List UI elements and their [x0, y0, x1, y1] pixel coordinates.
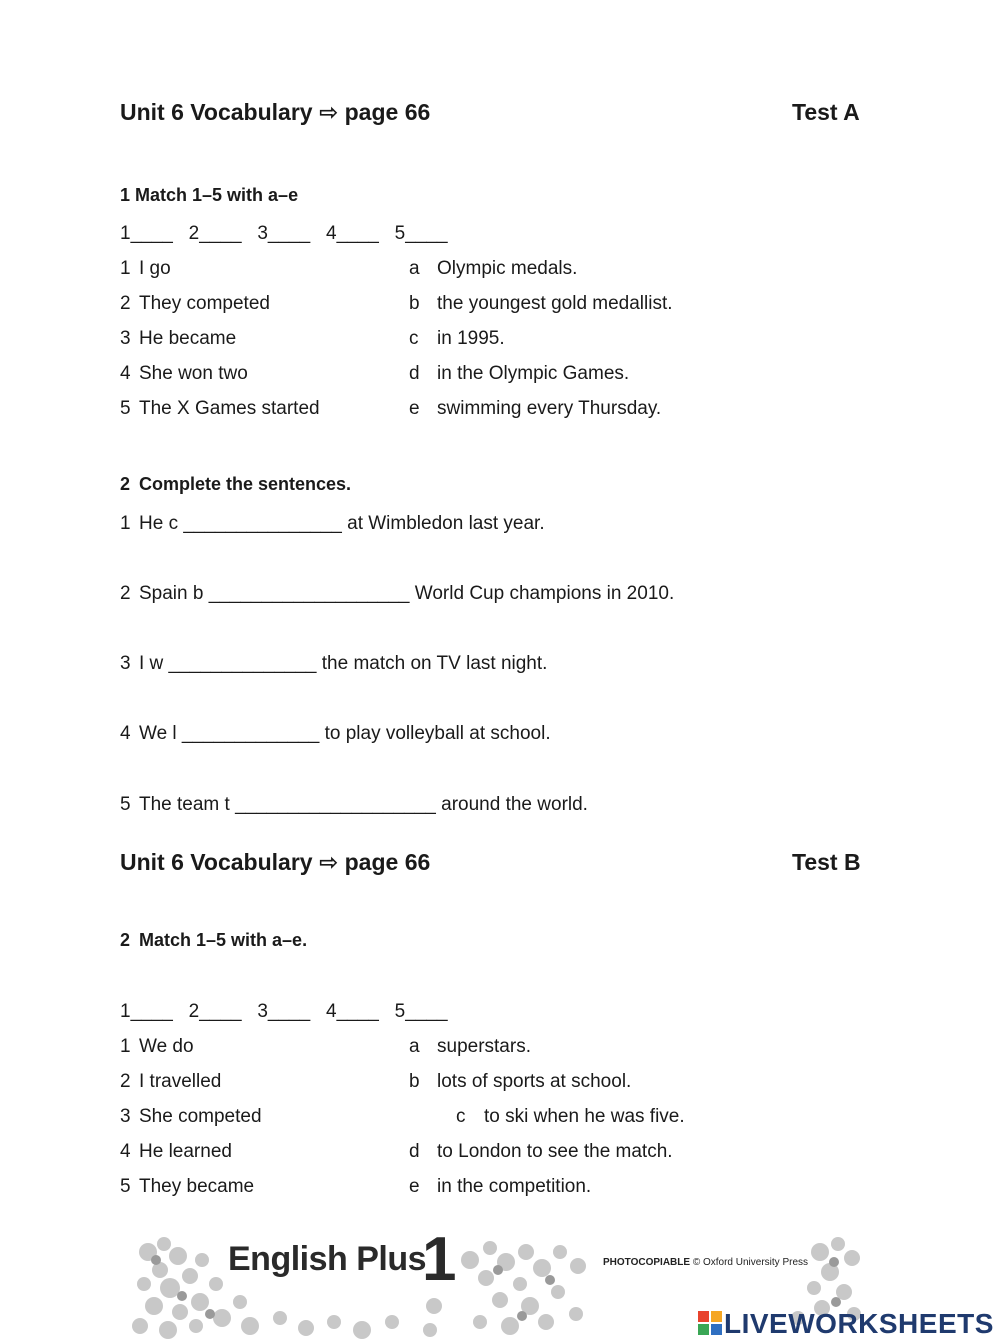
test-b-left-item: 2 I travelled: [120, 1071, 222, 1092]
test-b-answer-blanks: 1____ 2____ 3____ 4____ 5____: [120, 1001, 448, 1022]
test-a-sentence: 4 We l _____________ to play volleyball at school.: [120, 723, 551, 744]
test-a-left-item: 2 They competed: [120, 293, 270, 314]
test-a-left-item: 3 He became: [120, 328, 237, 349]
test-a-exercise-2-heading: 2 Complete the sentences.: [120, 474, 352, 494]
test-a-label: Test A: [792, 99, 860, 125]
test-b-left-item: 5 They became: [120, 1176, 255, 1197]
test-a-answer-blanks: 1____ 2____ 3____ 4____ 5____: [120, 223, 448, 244]
test-b-right-item: e in the competition.: [409, 1176, 592, 1197]
test-a-sentence: 2 Spain b ___________________ World Cup champions in 2010.: [120, 583, 675, 604]
test-a-left-item: 4 She won two: [120, 363, 248, 384]
test-a-title: Unit 6 Vocabulary ⇨ page 66: [120, 99, 431, 125]
liveworksheets-logo-icon: [698, 1311, 722, 1335]
test-b-title: Unit 6 Vocabulary ⇨ page 66: [120, 849, 431, 875]
test-a-sentence: 3 I w ______________ the match on TV last night.: [120, 653, 548, 674]
test-b-right-item: a superstars.: [409, 1036, 531, 1057]
english-plus-level: 1: [422, 1225, 457, 1294]
liveworksheets-watermark: LIVEWORKSHEETS: [698, 1308, 994, 1340]
test-b-left-item: 3 She competed: [120, 1106, 262, 1127]
test-b-right-item: b lots of sports at school.: [409, 1071, 632, 1092]
copyright-notice: PHOTOCOPIABLE © Oxford University Press: [600, 1257, 811, 1268]
test-a-left-item: 5 The X Games started: [120, 398, 320, 419]
test-b-label: Test B: [792, 849, 861, 875]
test-b-left-item: 1 We do: [120, 1036, 194, 1057]
test-a-exercise-1-heading: 1 Match 1–5 with a–e: [120, 185, 299, 205]
test-a-sentence: 5 The team t ___________________ around the world.: [120, 794, 588, 815]
english-plus-logo: English Plus: [228, 1240, 427, 1278]
test-b-right-item: d to London to see the match.: [409, 1141, 673, 1162]
test-a-right-item: a Olympic medals.: [409, 258, 578, 279]
test-a-sentence: 1 He c _______________ at Wimbledon last year.: [120, 513, 545, 534]
test-a-right-item: e swimming every Thursday.: [409, 398, 662, 419]
test-a-right-item: b the youngest gold medallist.: [409, 293, 673, 314]
test-b-exercise-heading: 2 Match 1–5 with a–e.: [120, 930, 308, 950]
test-b-right-item: c to ski when he was five.: [456, 1106, 685, 1127]
test-a-left-item: 1 I go: [120, 258, 171, 279]
test-b-left-item: 4 He learned: [120, 1141, 232, 1162]
test-a-right-item: c in 1995.: [409, 328, 505, 349]
test-a-right-item: d in the Olympic Games.: [409, 363, 630, 384]
